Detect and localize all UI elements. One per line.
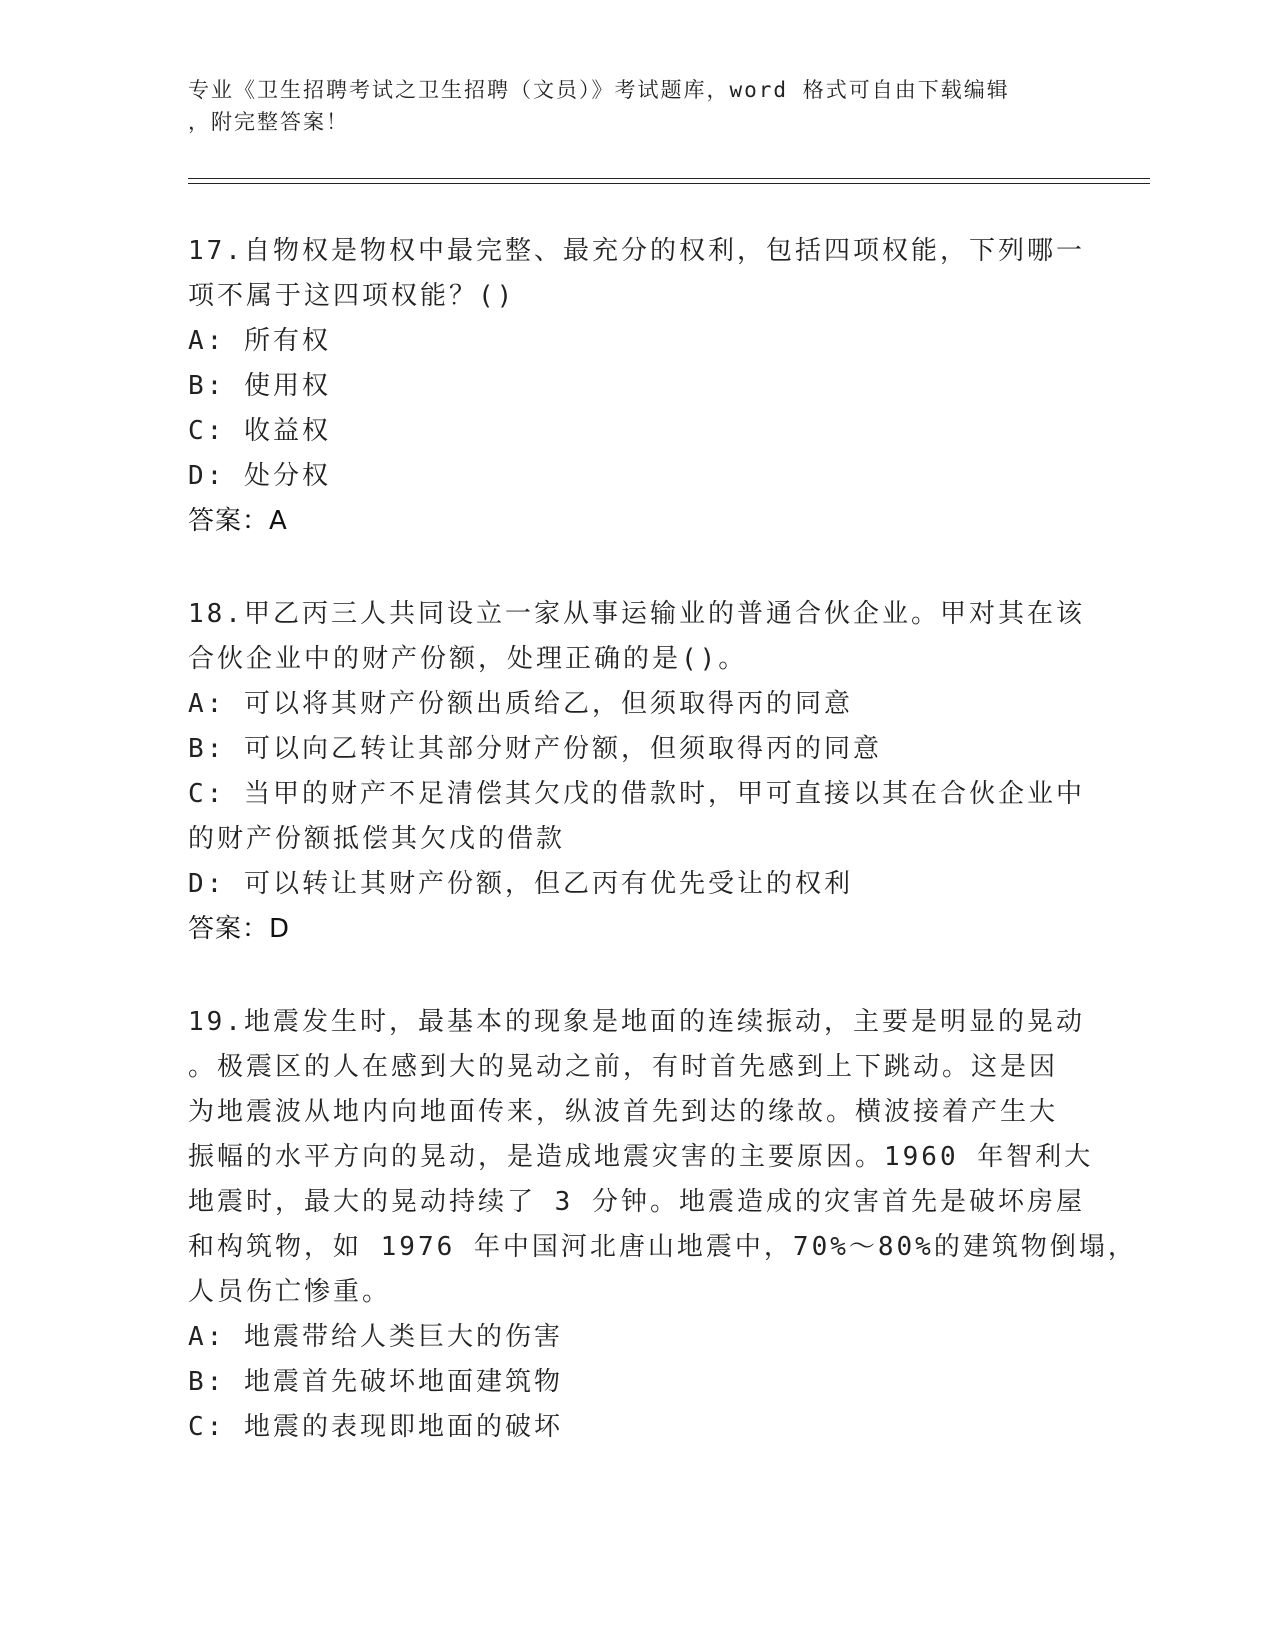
header-line-1: 专业《卫生招聘考试之卫生招聘（文员）》考试题库，word 格式可自由下载编辑 [188,78,1010,102]
question-17-stem-line-2: 项不属于这四项权能？() [188,281,516,311]
question-17-stem-line-1: 17.自物权是物权中最完整、最充分的权利，包括四项权能，下列哪一 [188,236,1085,266]
question-18-option-c: C: 当甲的财产不足清偿其欠戊的借款时，甲可直接以其在合伙企业中 [188,779,1085,809]
question-18-option-d: D: 可以转让其财产份额，但乙丙有优先受让的权利 [188,869,853,899]
question-17-option-a: A: 所有权 [188,326,331,356]
question-19-option-b: B: 地震首先破坏地面建筑物 [188,1367,563,1397]
header-divider-top [188,178,1150,179]
question-18-option-b: B: 可以向乙转让其部分财产份额，但须取得丙的同意 [188,734,882,764]
question-19-option-c: C: 地震的表现即地面的破坏 [188,1412,563,1442]
question-18-option-a: A: 可以将其财产份额出质给乙，但须取得丙的同意 [188,689,853,719]
question-18-stem-line-1: 18.甲乙丙三人共同设立一家从事运输业的普通合伙企业。甲对其在该 [188,599,1085,629]
question-19-stem-line-6: 和构筑物，如 1976 年中国河北唐山地震中，70%～80%的建筑物倒塌， [188,1232,1137,1262]
question-18-stem-line-2: 合伙企业中的财产份额，处理正确的是()。 [188,644,748,674]
question-19-stem-line-1: 19.地震发生时，最基本的现象是地面的连续振动，主要是明显的晃动 [188,1007,1085,1037]
question-18-option-c-continued: 的财产份额抵偿其欠戊的借款 [188,824,566,854]
question-17-option-b: B: 使用权 [188,371,331,401]
question-19-option-a: A: 地震带给人类巨大的伤害 [188,1322,563,1352]
question-18-answer: 答案：D [188,914,291,944]
question-17-option-c: C: 收益权 [188,416,331,446]
question-17-answer: 答案：A [188,506,288,536]
question-19-stem-line-3: 为地震波从地内向地面传来，纵波首先到达的缘故。横波接着产生大 [188,1097,1059,1127]
question-17-option-d: D: 处分权 [188,461,331,491]
question-19-stem-line-7: 人员伤亡惨重。 [188,1277,392,1307]
document-header [188,74,1068,138]
question-19-stem-line-5: 地震时，最大的晃动持续了 3 分钟。地震造成的灾害首先是破坏房屋 [188,1187,1085,1217]
header-divider-bottom [188,183,1150,184]
question-19-stem-line-4: 振幅的水平方向的晃动，是造成地震灾害的主要原因。1960 年智利大 [188,1142,1094,1172]
header-line-2: ，附完整答案！ [188,110,349,134]
question-19-stem-line-2: 。极震区的人在感到大的晃动之前，有时首先感到上下跳动。这是因 [188,1052,1059,1082]
